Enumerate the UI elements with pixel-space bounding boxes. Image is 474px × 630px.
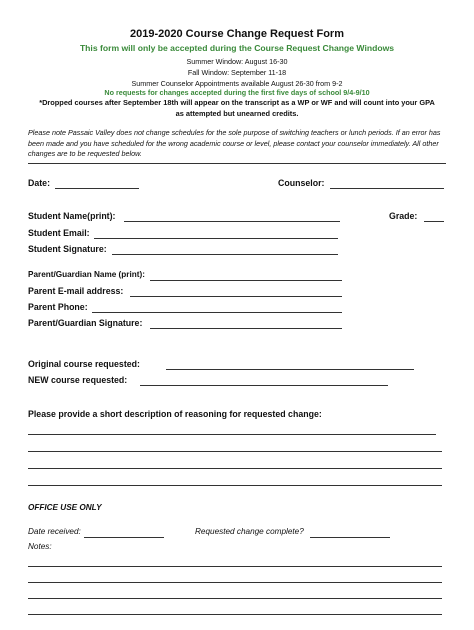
- reasoning-label: Please provide a short description of reasoning for requested change:: [28, 409, 322, 419]
- change-complete-field[interactable]: [310, 537, 390, 538]
- reasoning-line[interactable]: [28, 434, 436, 435]
- notes-line[interactable]: [28, 598, 442, 599]
- fall-window: Fall Window: September 11-18: [187, 68, 287, 77]
- reasoning-line[interactable]: [28, 451, 442, 452]
- student-email-label: Student Email:: [28, 228, 90, 238]
- divider: [28, 163, 446, 164]
- counselor-appointments: Summer Counselor Appointments available August 26-30 from 9-2: [131, 79, 343, 88]
- date-received-label: Date received:: [28, 527, 81, 536]
- parent-name-label: Parent/Guardian Name (print):: [28, 270, 145, 279]
- date-field[interactable]: [55, 188, 139, 189]
- notes-line[interactable]: [28, 614, 442, 615]
- date-received-field[interactable]: [84, 537, 164, 538]
- student-email-field[interactable]: [94, 238, 338, 239]
- no-requests-note: No requests for changes accepted during the first five days of school 9/4-9/10: [104, 88, 370, 97]
- new-course-field[interactable]: [140, 385, 388, 386]
- dropped-courses-note: *Dropped courses after September 18th will appear on the transcript as a WP or WF and will count into your GPA: [39, 98, 435, 107]
- office-use-heading: OFFICE USE ONLY: [28, 503, 102, 512]
- grade-field[interactable]: [424, 221, 444, 222]
- notes-label: Notes:: [28, 542, 52, 551]
- counselor-label: Counselor:: [278, 178, 325, 188]
- parent-phone-label: Parent Phone:: [28, 302, 88, 312]
- parent-phone-field[interactable]: [92, 312, 342, 313]
- notes-line[interactable]: [28, 566, 442, 567]
- dropped-courses-note-cont: as attempted but unearned credits.: [175, 109, 299, 118]
- parent-name-field[interactable]: [150, 280, 342, 281]
- reasoning-line[interactable]: [28, 485, 442, 486]
- grade-label: Grade:: [389, 211, 418, 221]
- original-course-label: Original course requested:: [28, 359, 140, 369]
- change-complete-label: Requested change complete?: [195, 527, 304, 536]
- counselor-field[interactable]: [330, 188, 444, 189]
- original-course-field[interactable]: [166, 369, 414, 370]
- student-name-label: Student Name(print):: [28, 211, 116, 221]
- new-course-label: NEW course requested:: [28, 375, 128, 385]
- parent-email-label: Parent E-mail address:: [28, 286, 124, 296]
- notes-line[interactable]: [28, 582, 442, 583]
- form-title: 2019-2020 Course Change Request Form: [130, 28, 344, 40]
- parent-email-field[interactable]: [130, 296, 342, 297]
- summer-window: Summer Window: August 16-30: [186, 57, 288, 66]
- parent-signature-label: Parent/Guardian Signature:: [28, 318, 143, 328]
- policy-note: Please note Passaic Valley does not change schedules for the sole purpose of switching teachers or lunch periods. If an error has been made and you have scheduled for the wrong academic course or level, please contact your counselor immediately. All other changes are to be requested below.: [28, 128, 441, 158]
- student-name-field[interactable]: [124, 221, 340, 222]
- student-signature-label: Student Signature:: [28, 244, 107, 254]
- date-label: Date:: [28, 178, 50, 188]
- reasoning-line[interactable]: [28, 468, 442, 469]
- parent-signature-field[interactable]: [150, 328, 342, 329]
- form-subtitle: This form will only be accepted during the Course Request Change Windows: [79, 43, 395, 53]
- student-signature-field[interactable]: [112, 254, 338, 255]
